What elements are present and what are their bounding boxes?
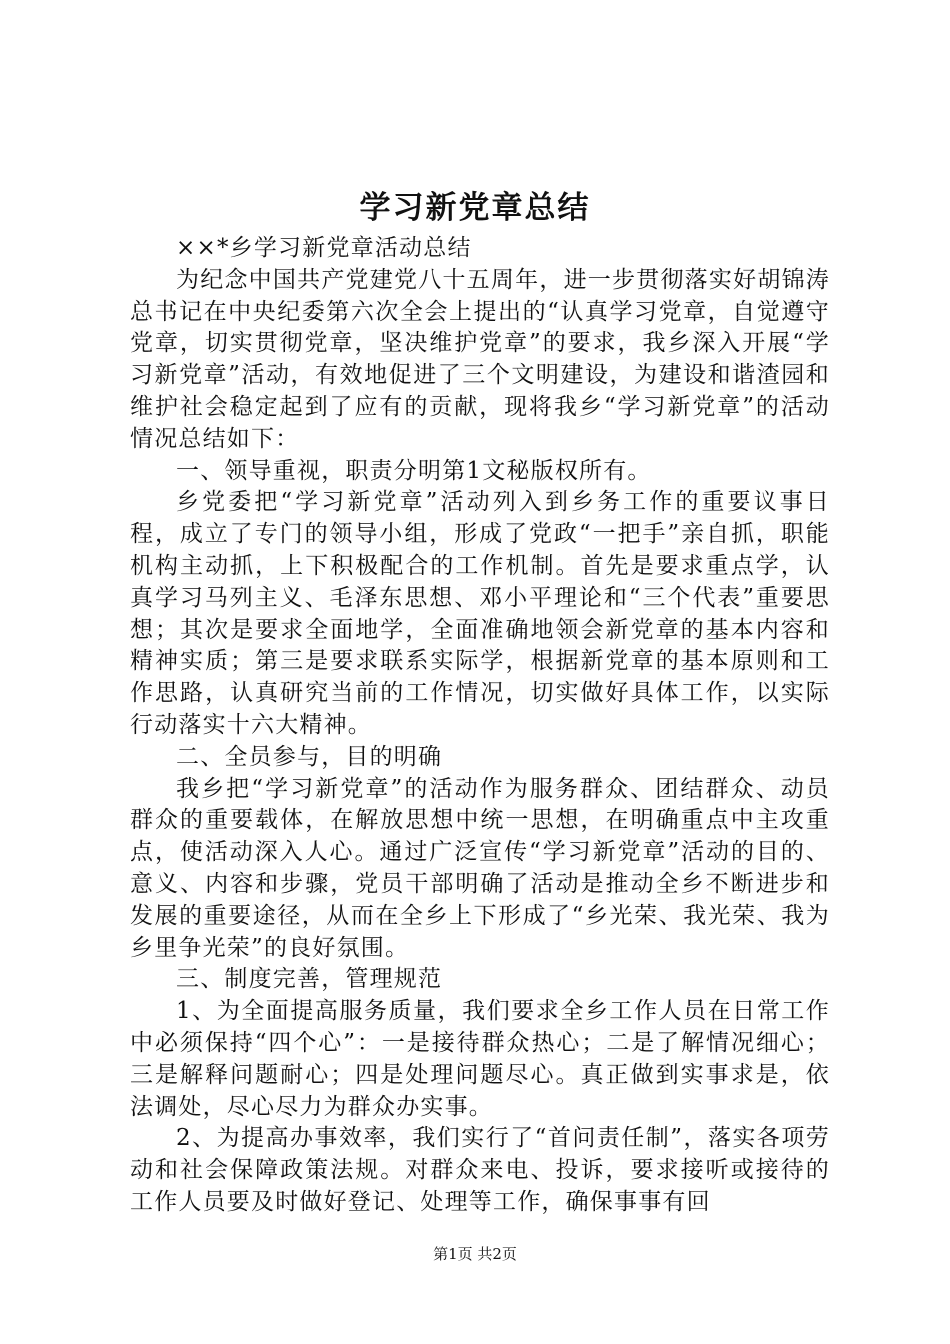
section-heading-1: 一、领导重视，职责分明第1文秘版权所有。 (176, 457, 652, 484)
section-1-paragraph: 乡党委把“学习新党章”活动列入到乡务工作的重要议事日程，成立了专门的领导小组，形成了党政“一把手”亲自抓，职能机构主动抓，上下积极配合的工作机制。首先是要求重点学，认真学习马列主义、毛泽东思想、邓小平理论和“三个代表”重要思想；其次是要求全面地学，全面准确地领会新党章的基本内容和精神实质；第三是要求联系实际学，根据新党章的基本原则和工作思路，认真研究当前的工作情况，切实做好具体工作，以实际行动落实十六大精神。 (130, 489, 830, 738)
document-body (130, 233, 830, 1219)
subtitle-line: ××*乡学习新党章活动总结 (176, 235, 472, 261)
page-number-footer: 第1页 共2页 (433, 1245, 517, 1263)
section-heading-3: 三、制度完善，管理规范 (176, 966, 443, 993)
intro-paragraph: 为纪念中国共产党建党八十五周年，进一步贯彻落实好胡锦涛总书记在中央纪委第六次全会上提出的“认真学习党章，自觉遵守党章，切实贯彻党章，坚决维护党章”的要求，我乡深入开展“学习新党章”活动，有效地促进了三个文明建设，为建设和谐渣园和维护社会稳定起到了应有的贡献，现将我乡“学习新党章”的活动情况总结如下： (130, 266, 830, 452)
section-heading-2: 二、全员参与，目的明确 (176, 743, 443, 770)
section-3-item-2: 2、为提高办事效率，我们实行了“首问责任制”，落实各项劳动和社会保障政策法规。对群众来电、投诉，要求接听或接待的工作人员要及时做好登记、处理等工作，确保事事有回 (130, 1125, 830, 1215)
section-3-item-1: 1、为全面提高服务质量，我们要求全乡工作人员在日常工作中必须保持“四个心”：一是接待群众热心；二是了解情况细心；三是解释问题耐心；四是处理问题尽心。真正做到实事求是，依法调处，尽心尽力为群众办实事。 (130, 998, 830, 1120)
section-2-paragraph: 我乡把“学习新党章”的活动作为服务群众、团结群众、动员群众的重要载体，在解放思想中统一思想，在明确重点中主攻重点，使活动深入人心。通过广泛宣传“学习新党章”活动的目的、意义、内容和步骤，党员干部明确了活动是推动全乡不断进步和发展的重要途径，从而在全乡上下形成了“乡光荣、我光荣、我为乡里争光荣”的良好氛围。 (130, 775, 830, 961)
document-title: 学习新党章总结 (359, 190, 591, 226)
